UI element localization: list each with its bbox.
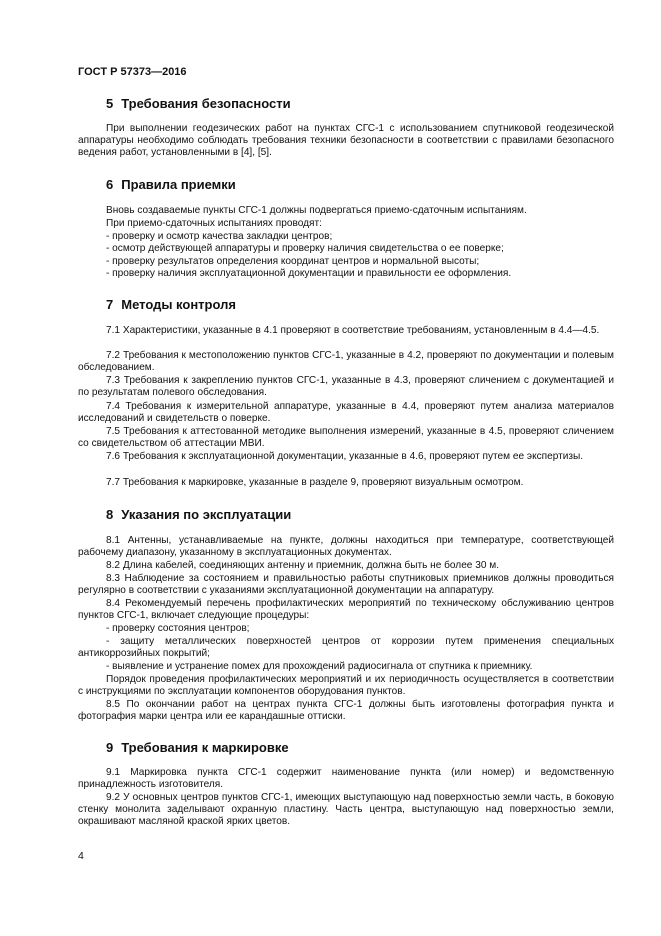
section-6-heading: 6 Правила приемки: [106, 177, 236, 192]
section-9-paragraph: 9.2 У основных центров пунктов СГС-1, имеющих выступающую над поверхностью земли часть, в боковую стенку монолита заделывают охранную пластину. Часть центра, выступающую над поверхностью земли, окрашивают масляной краской ярких цветов.: [78, 792, 614, 828]
section-8-list-item: - проверку состояния центров;: [106, 623, 250, 634]
section-7-paragraph: 7.4 Требования к измерительной аппаратуре, указанные в 4.4, проверяют путем анализа материалов исследований и свидетельств о поверке.: [78, 401, 614, 425]
section-5-paragraph: При выполнении геодезических работ на пунктах СГС-1 с использованием спутниковой геодезической аппаратуры необходимо соблюдать требования техники безопасности в соответствии с правилами безопасного ведения работ, установленными в [4], [5].: [78, 123, 614, 159]
section-7-heading: 7 Методы контроля: [106, 297, 236, 312]
section-8-paragraph: 8.4 Рекомендуемый перечень профилактических мероприятий по техническому обслуживанию центров пунктов СГС-1, включает следующие процедуры:: [78, 598, 614, 622]
section-8-heading: 8 Указания по эксплуатации: [106, 507, 292, 522]
section-6-list-item: - проверку и осмотр качества закладки центров;: [106, 231, 333, 242]
section-7-paragraph: 7.2 Требования к местоположению пунктов СГС-1, указанные в 4.2, проверяют по документации и полевым обследованием.: [78, 350, 614, 374]
document-id: ГОСТ Р 57373—2016: [78, 66, 187, 78]
section-6-paragraph: При приемо-сдаточных испытаниях проводят:: [106, 218, 322, 229]
section-9-heading: 9 Требования к маркировке: [106, 740, 289, 755]
section-9-paragraph: 9.1 Маркировка пункта СГС-1 содержит наименование пункта (или номер) и ведомственную принадлежность изготовителя.: [78, 767, 614, 791]
section-7-paragraph: 7.6 Требования к эксплуатационной документации, указанные в 4.6, проверяют путем ее экспертизы.: [106, 451, 584, 462]
section-8-paragraph: 8.1 Антенны, устанавливаемые на пункте, должны находиться при температуре, соответствующей рабочему диапазону, указанному в эксплуатационных документах.: [78, 535, 614, 559]
section-7-paragraph: 7.3 Требования к закреплению пунктов СГС-1, указанные в 4.3, проверяют сличением с документацией и по результатам полевого обследования.: [78, 375, 614, 399]
page-number: 4: [78, 850, 84, 862]
section-6-list-item: - проверку наличия эксплуатационной документации и правильности ее оформления.: [106, 268, 512, 279]
section-8-paragraph: Порядок проведения профилактических мероприятий и их периодичность осуществляется в соответствии с инструкциями по эксплуатации компонентов оборудования пунктов.: [78, 674, 614, 698]
section-7-paragraph: 7.7 Требования к маркировке, указанные в разделе 9, проверяют визуальным осмотром.: [106, 477, 524, 488]
section-6-list-item: - осмотр действующей аппаратуры и проверку наличия свидетельства о ее поверке;: [106, 243, 504, 254]
section-8-paragraph: 8.2 Длина кабелей, соединяющих антенну и приемник, должна быть не более 30 м.: [106, 560, 500, 571]
section-5-heading: 5 Требования безопасности: [106, 96, 291, 111]
section-7-paragraph: 7.1 Характеристики, указанные в 4.1 проверяют в соответствие требованиям, установленным в 4.4—4.5.: [106, 325, 600, 336]
section-8-paragraph: 8.5 По окончании работ на центрах пункта СГС-1 должны быть изготовлены фотография пункта и фотография марки центра или ее карандашные оттиски.: [78, 699, 614, 723]
section-8-list-item: - выявление и устранение помех для прохождений радиосигнала от спутника к приемнику.: [106, 661, 533, 672]
section-8-list-item: - защиту металлических поверхностей центров от коррозии путем применения специальных антикоррозийных покрытий;: [78, 636, 614, 660]
section-6-paragraph: Вновь создаваемые пункты СГС-1 должны подвергаться приемо-сдаточным испытаниям.: [106, 205, 527, 216]
section-7-paragraph: 7.5 Требования к аттестованной методике выполнения измерений, указанные в 4.5, проверяют сличением со свидетельством об аттестации МВИ.: [78, 426, 614, 450]
section-6-list-item: - проверку результатов определения координат центров и нормальной высоты;: [106, 256, 480, 267]
section-8-paragraph: 8.3 Наблюдение за состоянием и правильностью работы спутниковых приемников должны проводиться регулярно в соответствии с указаниями эксплуатационной документации на аппаратуру.: [78, 573, 614, 597]
